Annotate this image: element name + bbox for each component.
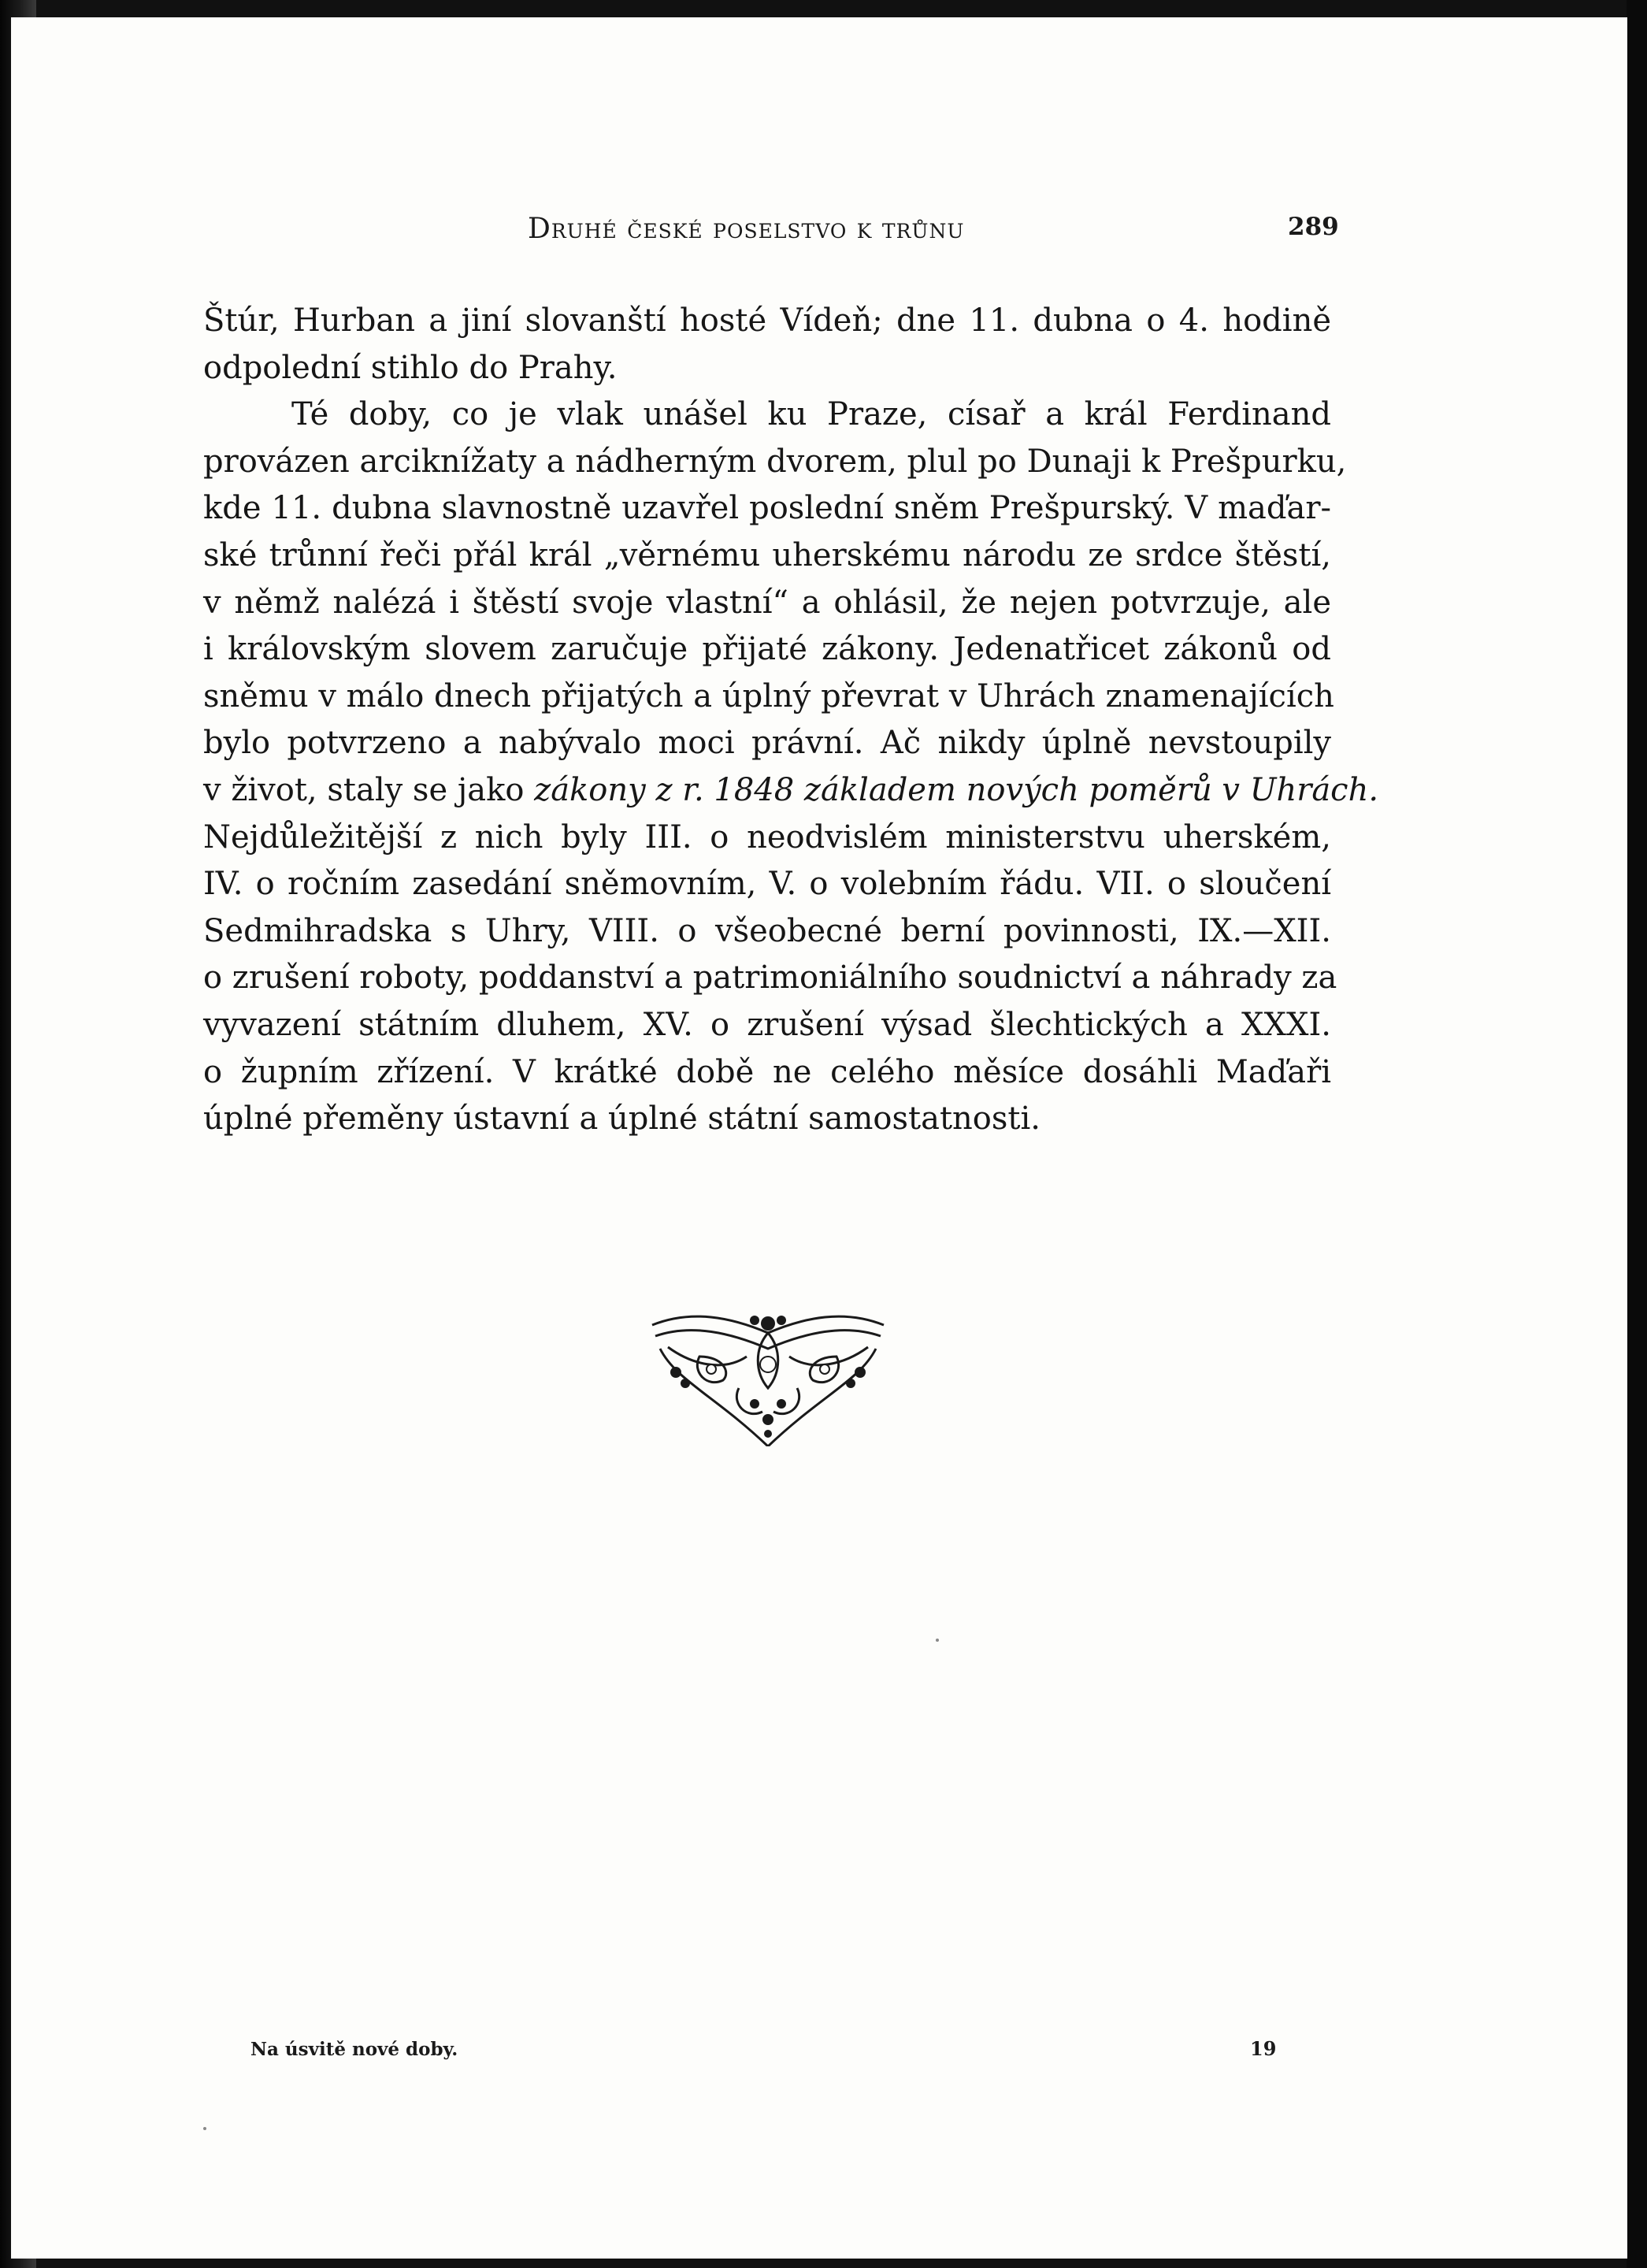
running-title: Druhé české poselstvo k trůnu [528,213,965,245]
text-line-start: v život, staly se jako [203,771,525,808]
text-line: i královským slovem zaručuje přijaté zákony. Jedenatřicet zákonů od [203,631,1331,668]
text-line: Štúr, Hurban a jiní slovanští hosté Vídeň; dne 11. dubna o 4. hodině [203,303,1331,339]
signature-mark: Na úsvitě nové doby. [250,2039,458,2060]
text-line: ské trůnní řeči přál král „věrnému uherskému národu ze srdce štěstí, [203,536,1331,573]
text-line: o zrušení roboty, poddanství a patrimoniálního soudnictví a náhrady za [203,960,1337,997]
text-line: sněmu v málo dnech přijatých a úplný převrat v Uhrách znamenajících [203,677,1334,715]
text-line: Sedmihradska s Uhry, VIII. o všeobecné berní povinnosti, IX.—XII. [203,912,1331,949]
page-number: 289 [1288,213,1339,241]
body-text [203,298,1379,1143]
sheet-number: 19 [1250,2037,1277,2060]
text-line: bylo potvrzeno a nabývalo moci právní. Ač nikdy úplně nevstoupily [203,725,1331,762]
floral-tailpiece-ornament [644,1301,892,1446]
text-line: vyvazení státním dluhem, XV. o zrušení výsad šlechtických a XXXI. [203,1006,1331,1043]
text-line: kde 11. dubna slavnostně uzavřel poslední sněm Prešpurský. V maďar- [203,490,1331,527]
scan-speck [936,1639,939,1642]
text-line: odpolední stihlo do Prahy. [203,349,618,386]
text-line: IV. o ročním zasedání sněmovním, V. o volebním řádu. VII. o sloučení [203,866,1331,903]
text-line-with-emphasis [203,767,1379,815]
scan-dark-edge-right [1627,0,1647,2268]
text-line: Té doby, co je vlak unášel ku Praze, císař a král Ferdinand [291,396,1331,433]
text-line: Nejdůležitější z nich byly III. o neodvislém ministerstvu uherském, [203,818,1331,856]
text-line: provázen arciknížaty a nádherným dvorem, plul po Dunaji k Prešpurku, [203,443,1347,480]
italic-emphasis: zákony z r. 1848 základem nových poměrů v Uhrách. [534,771,1379,808]
scan-speck [203,2127,206,2130]
text-line: úplné přeměny ústavní a úplné státní samostatnosti. [203,1101,1041,1138]
text-line: v němž nalézá i štěstí svoje vlastní“ a ohlásil, že nejen potvrzuje, ale [203,584,1331,621]
text-line: o župním zřízení. V krátké době ne celého měsíce dosáhli Maďaři [203,1053,1331,1090]
